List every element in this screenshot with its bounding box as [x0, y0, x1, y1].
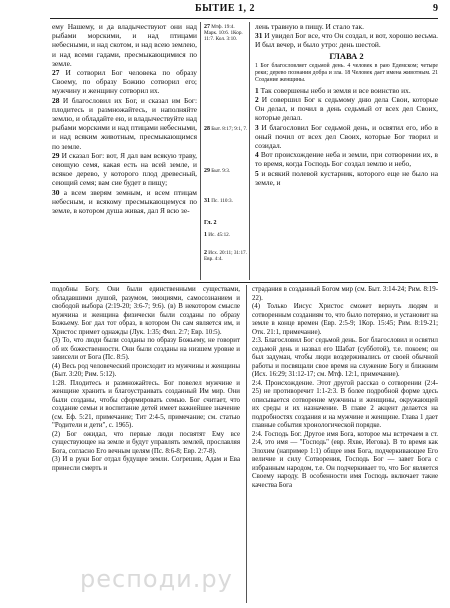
- ref-item: 28 Быт. 8:17; 9:1, 7.: [204, 126, 248, 132]
- verse: 4 Вот происхождение неба и земли, при сотворении их, в то время, когда Господь Бог создал землю и небо,: [255, 150, 438, 169]
- commentary-para: 2:4. Господь Бог. Другое имя Бога, которое мы встречаем в ст. 2:4, это имя — "Господь" (евр. Яхве, Иегова). В то время как Элохим (например 1:1) общее имя Бога, подчеркивающее Его величие и силу Сотворения, Господь Бог — завет Бога с избранным народом, т.е. Он подчеркивает то, что Бог является Своему народу. В особенности имя Господь включает такие качества Бога: [252, 430, 438, 489]
- commentary-para: 2:4. Происхождение. Этот другой рассказ о сотворении (2:4-25) не противоречит 1:1-2:3. В более подробной форме здесь описывается сотворение мужчины и женщины, окружающей их среды и их назначение. В главе 2 акцент делается на подробностях создания и на мужчине и женщине. Глава 1 дает главные события хронологической порядке.: [252, 379, 438, 429]
- watermark: респоди.ру: [80, 565, 233, 593]
- page-number: 9: [433, 3, 438, 14]
- commentary-para: (4) Весь род человеческий происходит из мужчины и женщины (Быт. 3:20; Рим. 5:12).: [52, 362, 240, 378]
- chapter-summary: 1 Бог благословляет седьмой день. 4 человек в раю Едемском; четыре реки; дерево познания добра и зла. 18 Человек дает имена животным. 21 Создание женщины.: [255, 62, 438, 83]
- verse: 3 И благословил Бог седьмой день, и освятил его, ибо в оный почил от всех дел Своих, которые Бог творил и созидал.: [255, 122, 438, 151]
- left-text-column: [52, 22, 197, 280]
- verse: 30 а всем зверям земным, и всем птицам небесным, и всякому пресмыкающемуся по земле, в котором душа живая, дал Я всю зе-: [52, 187, 197, 216]
- ref-item: Гл. 2: [204, 220, 217, 226]
- commentary-right: [252, 286, 438, 604]
- commentary-para: страдания в созданный Богом мир (см. Быт. 3:14-24; Рим. 8:19-22).: [252, 286, 438, 302]
- verse: 28 И благословил их Бог, и сказал им Бог: плодитесь и размножайтесь, и наполняйте землю, и обладайте ею, и владычествуйте над рыбами морскими и над птицами небесными, и над всяким животным, пресмыкающимся по земле.: [52, 95, 197, 151]
- page-header: [0, 3, 450, 19]
- verse: ему Нашему, и да владычествуют они над рыбами морскими, и над птицами небесными, и над скотом, и над всею землею, и над всеми гадами, пресмыкающимися по земле.: [52, 22, 197, 68]
- commentary-para: (4) Только Иисус Христос сможет вернуть людям и сотворенным созданиям то, что было потеряно, и установит на земле в конце времен (Евр. 2:5-9; 1Кор. 15:45; Рим. 8:19-21; Отк. 21:1, примечание).: [252, 303, 438, 336]
- header-rule: [50, 18, 438, 19]
- right-text-column: [255, 22, 438, 280]
- commentary-para: (2) Бог ожидал, что первые люди посвятят Ему все существующее на земле и будут управлять землей, прославляя Бога, согласно Его вечным целям (Пс. 8:6-8; Евр. 2:7-8).: [52, 430, 240, 455]
- commentary-para: (3) То, что люди были созданы по образу Божьему, не говорит об их божественности. Они были созданы на низшем уровне и зависели от Бога (Пс. 8:5).: [52, 337, 240, 361]
- ref-item: 29 Быт. 9:3.: [204, 168, 231, 174]
- verse: лень травную в пищу. И стало так.: [255, 22, 364, 31]
- verse: 27 И сотворил Бог человека по образу Своему, по образу Божию сотворил его; мужчину и женщину сотворил их.: [52, 68, 197, 96]
- ref-item: 2 Исх. 20:11; 31:17. Евр. 4:4.: [204, 250, 247, 263]
- cross-references: [200, 22, 250, 280]
- commentary-para: подобны Богу. Они были единственными существами, обладавшими душой, разумом, эмоциями, самосознанием и свободой выбора (2:19-20; 3:6-7; 9:6). (в) В некотором смысле мужчина и женщина физически были созданы по образу Божьему. Бог дал тот образ, в котором Он сам является им, и Христос примет однажды (Лук. 1:35; Фил. 2:7; Евр. 10:5).: [52, 286, 240, 336]
- commentary-divider: [246, 285, 247, 603]
- commentary-para: (3) И в руки Бог отдал будущее земли. Согрешив, Адам и Ева принесли смерть и: [52, 456, 240, 472]
- ref-item: 1 Ис. 45:12.: [204, 232, 231, 238]
- ref-item: 27 Мтф. 19:4. Марк. 10:6. 1Кор. 11:7. Кол. 3:10.: [204, 24, 243, 43]
- ref-item: 31 Пс. 110:3.: [204, 198, 233, 204]
- verse: 2 И совершил Бог к седьмому дню дела Свои, которые Он делал, и почил в день седьмый от всех дел Своих, которые делал.: [255, 95, 438, 123]
- commentary-para: 2:3. Благословил Бог седьмой день. Бог благословил и освятил седьмой день и назвал его Шабат (субботой), т.е. покоем; он был задуман, чтобы люди воздерживались от своей обычной работы и посвящали свое время на служение Богу и ближним (Исх. 16:29; 31:12-17; см. Мтф. 12:1, примечание).: [252, 337, 438, 378]
- chapter-title: ГЛАВА 2: [329, 50, 364, 61]
- page-title: БЫТИЕ 1, 2: [194, 3, 256, 14]
- verse: 5 и всякий полевой кустарник, которого еще не было на земле, и: [255, 168, 438, 187]
- verse: 29 И сказал Бог: вот, Я дал вам всякую траву, сеющую семя, какая есть на всей земле, и всякое дерево, у которого плод древесный, сеющий семя; вам сие будет в пищу;: [52, 150, 197, 188]
- commentary-para: 1:28. Плодитесь и размножайтесь. Бог повелел мужчине и женщине хранить и благоустраивать созданный Им мир. Они были созданы, чтобы сформировать семью. Бог считает, что создание семьи и воспитание детей имеет важнейшее значение (см. Еф. 5:21, примечание; Тит 2:4-5, примечание; см. статью "Родители и дети", с. 1965).: [52, 379, 240, 429]
- commentary-separator: [50, 282, 438, 283]
- commentary-left: [52, 286, 240, 604]
- verse: 31 И увидел Бог все, что Он создал, и вот, хорошо весьма. И был вечер, и было утро: день шестой.: [255, 31, 438, 50]
- verse: 1 Так совершены небо и земля и все воинство их.: [255, 85, 411, 95]
